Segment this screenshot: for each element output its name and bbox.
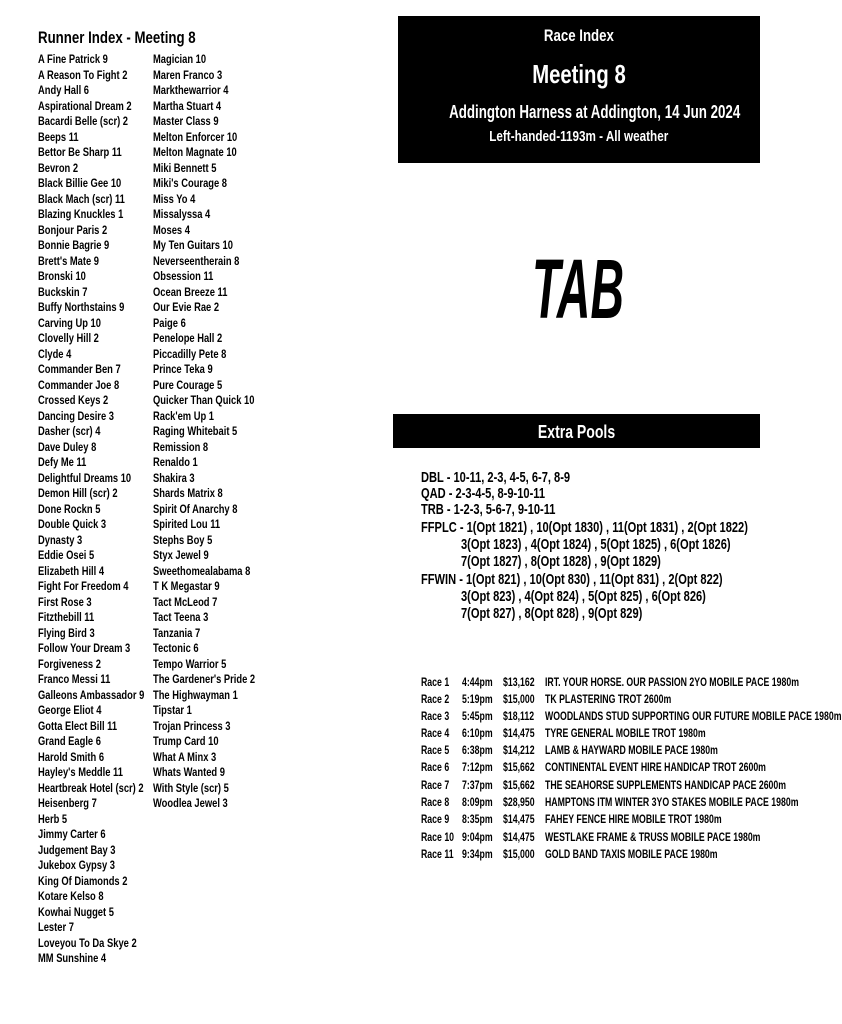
runner-entry: T K Megastar 9 [153, 579, 220, 593]
extra-pools-header [393, 414, 760, 448]
race-label: Race 4 [421, 728, 450, 740]
race-prize: $28,950 [503, 797, 535, 809]
race-index-header [398, 16, 760, 163]
race-name: THE SEAHORSE SUPPLEMENTS HANDICAP PACE 2600m [545, 780, 787, 792]
runner-entry: Renaldo 1 [153, 455, 198, 469]
runner-entry: Tectonic 6 [153, 641, 199, 655]
runner-entry: Crossed Keys 2 [38, 393, 109, 407]
race-label: Race 3 [421, 711, 450, 723]
runner-entry: A Reason To Fight 2 [38, 67, 128, 82]
runner-entry: Judgement Bay 3 [38, 842, 116, 857]
runner-entry: Tact Teena 3 [153, 610, 209, 624]
race-name: LAMB & HAYWARD MOBILE PACE 1980m [545, 745, 718, 757]
runner-entry: Flying Bird 3 [38, 625, 95, 640]
runner-entry: Heisenberg 7 [38, 796, 97, 810]
runner-entry: Bettor Be Sharp 11 [38, 145, 122, 159]
race-name: HAMPTONS ITM WINTER 3YO STAKES MOBILE PACE 1980m [545, 797, 799, 809]
runner-entry: Black Billie Gee 10 [38, 176, 122, 190]
runner-entry: Delightful Dreams 10 [38, 470, 132, 485]
runner-entry: Clyde 4 [38, 346, 72, 361]
race-label: Race 7 [421, 780, 450, 792]
runner-entry: Trojan Princess 3 [153, 718, 231, 733]
runner-entry: Dynasty 3 [38, 532, 83, 547]
runner-entry: Tempo Warrior 5 [153, 656, 227, 671]
runner-entry: Done Rockn 5 [38, 501, 101, 516]
meeting-title: Meeting 8 [532, 59, 626, 89]
race-prize: $13,162 [503, 677, 535, 689]
runner-entry: Kowhai Nugget 5 [38, 904, 114, 919]
race-time: 9:04pm [462, 832, 493, 844]
runner-entry: Gotta Elect Bill 11 [38, 718, 118, 733]
race-label: Race 1 [421, 677, 450, 689]
runner-entry: Miki Bennett 5 [153, 160, 217, 175]
race-time: 7:12pm [462, 762, 493, 774]
runner-entry: With Style (scr) 5 [153, 780, 229, 795]
race-label: Race 10 [421, 832, 455, 844]
runner-entry: Carving Up 10 [38, 315, 101, 330]
runner-entry: A Fine Patrick 9 [38, 52, 108, 66]
runner-entry: Andy Hall 6 [38, 83, 89, 97]
race-prize: $14,475 [503, 814, 535, 826]
runner-entry: Melton Magnate 10 [153, 145, 237, 159]
runner-entry: George Eliot 4 [38, 703, 102, 717]
runner-entry: Dave Duley 8 [38, 439, 97, 454]
runner-entry: Defy Me 11 [38, 455, 87, 469]
runner-entry: The Gardener's Pride 2 [153, 672, 256, 686]
runner-column-2 [153, 52, 284, 812]
runner-entry: Fight For Freedom 4 [38, 579, 129, 593]
runner-entry: Hayley's Meddle 11 [38, 765, 123, 779]
runner-entry: Galleons Ambassador 9 [38, 687, 145, 702]
runner-entry: Fitzthebill 11 [38, 610, 95, 624]
runner-entry: Whats Wanted 9 [153, 765, 225, 779]
runner-entry: Buffy Northstains 9 [38, 300, 125, 314]
runner-entry: Stephs Boy 5 [153, 532, 213, 547]
runner-entry: Martha Stuart 4 [153, 98, 222, 113]
runner-entry: Lester 7 [38, 920, 74, 934]
runner-entry: Elizabeth Hill 4 [38, 563, 105, 578]
runner-entry: Melton Enforcer 10 [153, 129, 238, 144]
runner-entry: Follow Your Dream 3 [38, 641, 131, 655]
runner-entry: Eddie Osei 5 [38, 548, 95, 562]
runner-entry: Double Quick 3 [38, 517, 107, 531]
runner-entry: Quicker Than Quick 10 [153, 393, 255, 407]
runner-entry: Bronski 10 [38, 269, 86, 283]
runner-entry: Moses 4 [153, 222, 190, 237]
race-time: 5:19pm [462, 694, 493, 706]
runner-entry: Missalyssa 4 [153, 207, 211, 221]
runner-entry: Raging Whitebait 5 [153, 424, 238, 438]
runner-entry: King Of Diamonds 2 [38, 873, 128, 888]
pool-line-ffplc-cont: 7(Opt 1827) , 8(Opt 1828) , 9(Opt 1829) [461, 553, 661, 570]
runner-entry: Demon Hill (scr) 2 [38, 486, 118, 500]
runner-entry: Miki's Courage 8 [153, 176, 228, 190]
runner-entry: Dasher (scr) 4 [38, 424, 101, 438]
runner-entry: First Rose 3 [38, 594, 92, 609]
runner-entry: Master Class 9 [153, 114, 219, 128]
runner-entry: Styx Jewel 9 [153, 548, 209, 562]
runner-entry: Paige 6 [153, 315, 186, 330]
runner-entry: Commander Ben 7 [38, 362, 121, 376]
pool-line-ffwin-cont: 7(Opt 827) , 8(Opt 828) , 9(Opt 829) [461, 605, 643, 622]
race-prize: $14,475 [503, 832, 535, 844]
race-prize: $15,662 [503, 762, 535, 774]
race-label: Race 2 [421, 694, 450, 706]
runner-entry: Sweethomealabama 8 [153, 563, 251, 578]
race-name: TK PLASTERING TROT 2600m [545, 694, 672, 706]
track-info: Left-handed-1193m - All weather [489, 128, 669, 145]
runner-entry: Blazing Knuckles 1 [38, 207, 124, 221]
runner-entry: Aspirational Dream 2 [38, 98, 132, 113]
runner-entry: My Ten Guitars 10 [153, 238, 233, 252]
race-index-heading: Race Index [543, 26, 615, 45]
runner-entry: Neverseentherain 8 [153, 253, 240, 268]
race-prize: $14,475 [503, 728, 535, 740]
race-prize: $15,000 [503, 694, 535, 706]
race-prize: $14,212 [503, 745, 535, 757]
runner-index-title: Runner Index - Meeting 8 [38, 28, 196, 47]
runner-entry: Bevron 2 [38, 160, 79, 175]
runner-entry: Pure Courage 5 [153, 377, 223, 392]
runner-entry: Grand Eagle 6 [38, 734, 101, 748]
race-name: FAHEY FENCE HIRE MOBILE TROT 1980m [545, 814, 722, 826]
race-name: TYRE GENERAL MOBILE TROT 1980m [545, 728, 706, 740]
runner-entry: Bonnie Bagrie 9 [38, 238, 110, 252]
race-name: IRT. YOUR HORSE. OUR PASSION 2YO MOBILE PACE 1980m [545, 677, 800, 689]
runner-entry: Tact McLeod 7 [153, 594, 218, 609]
pool-line-dbl: DBL - 10-11, 2-3, 4-5, 6-7, 8-9 [421, 469, 571, 486]
race-time: 9:34pm [462, 849, 493, 861]
runner-entry: Kotare Kelso 8 [38, 889, 104, 903]
runner-entry: Clovelly Hill 2 [38, 331, 99, 345]
race-label: Race 8 [421, 797, 450, 809]
race-time: 6:10pm [462, 728, 493, 740]
race-prize: $15,000 [503, 849, 535, 861]
race-label: Race 5 [421, 745, 450, 757]
runner-entry: Prince Teka 9 [153, 362, 213, 376]
race-time: 6:38pm [462, 745, 493, 757]
runner-entry: Herb 5 [38, 811, 68, 826]
runner-entry: Markthewarrior 4 [153, 83, 229, 97]
runner-entry: Loveyou To Da Skye 2 [38, 935, 137, 950]
runner-entry: Buckskin 7 [38, 284, 88, 299]
race-label: Race 6 [421, 762, 450, 774]
pool-line-ffplc: FFPLC - 1(Opt 1821) , 10(Opt 1830) , 11(Opt 1831) , 2(Opt 1822) [421, 519, 748, 536]
runner-entry: Shards Matrix 8 [153, 486, 223, 500]
runner-entry: Remission 8 [153, 439, 209, 454]
runner-entry: Maren Franco 3 [153, 67, 223, 82]
race-prize: $18,112 [503, 711, 535, 723]
runner-entry: Shakira 3 [153, 470, 195, 485]
runner-entry: Harold Smith 6 [38, 749, 105, 764]
runner-entry: Franco Messi 11 [38, 672, 111, 686]
runner-entry: Forgiveness 2 [38, 656, 101, 671]
runner-entry: Woodlea Jewel 3 [153, 796, 228, 810]
race-name: GOLD BAND TAXIS MOBILE PACE 1980m [545, 849, 718, 861]
runner-entry: Commander Joe 8 [38, 377, 120, 392]
race-name: WESTLAKE FRAME & TRUSS MOBILE PACE 1980m [545, 832, 761, 844]
race-time: 7:37pm [462, 780, 493, 792]
runner-entry: MM Sunshine 4 [38, 951, 107, 965]
extra-pools-heading: Extra Pools [537, 422, 616, 442]
runner-entry: Obsession 11 [153, 269, 214, 283]
runner-entry: Spirited Lou 11 [153, 517, 221, 531]
race-prize: $15,662 [503, 780, 535, 792]
race-time: 8:09pm [462, 797, 493, 809]
runner-entry: Black Mach (scr) 11 [38, 191, 125, 206]
runner-entry: Ocean Breeze 11 [153, 284, 228, 299]
runner-entry: Beeps 11 [38, 129, 79, 144]
race-time: 4:44pm [462, 677, 493, 689]
pool-line-qad: QAD - 2-3-4-5, 8-9-10-11 [421, 485, 546, 502]
race-label: Race 11 [421, 849, 454, 861]
pool-line-ffwin: FFWIN - 1(Opt 821) , 10(Opt 830) , 11(Opt 831) , 2(Opt 822) [421, 571, 723, 588]
runner-entry: Tipstar 1 [153, 703, 192, 717]
runner-entry: Heartbreak Hotel (scr) 2 [38, 780, 144, 795]
runner-entry: What A Minx 3 [153, 749, 217, 764]
runner-entry: Tanzania 7 [153, 625, 201, 640]
race-name: WOODLANDS STUD SUPPORTING OUR FUTURE MOBILE PACE 1980m [545, 711, 842, 723]
race-label: Race 9 [421, 814, 450, 826]
runner-entry: Trump Card 10 [153, 734, 219, 748]
runner-entry: Spirit Of Anarchy 8 [153, 501, 238, 516]
tab-logo-text: TAB [532, 242, 624, 336]
runner-entry: Piccadilly Pete 8 [153, 346, 227, 361]
pool-line-ffplc-cont: 3(Opt 1823) , 4(Opt 1824) , 5(Opt 1825) , 6(Opt 1826) [461, 536, 731, 553]
venue-date: Addington Harness at Addington, 14 Jun 2024 [449, 102, 741, 122]
runner-entry: The Highwayman 1 [153, 687, 238, 702]
runner-entry: Magician 10 [153, 52, 207, 66]
race-name: CONTINENTAL EVENT HIRE HANDICAP TROT 2600m [545, 762, 766, 774]
tab-logo [528, 242, 628, 336]
runner-entry: Jimmy Carter 6 [38, 827, 106, 841]
runner-entry: Miss Yo 4 [153, 191, 196, 206]
runner-entry: Rack'em Up 1 [153, 408, 215, 423]
runner-entry: Our Evie Rae 2 [153, 300, 220, 314]
runner-entry: Jukebox Gypsy 3 [38, 858, 116, 872]
runner-entry: Brett's Mate 9 [38, 253, 100, 268]
runner-entry: Bonjour Paris 2 [38, 222, 108, 237]
runner-entry: Penelope Hall 2 [153, 331, 223, 345]
race-time: 5:45pm [462, 711, 493, 723]
runner-entry: Dancing Desire 3 [38, 408, 114, 423]
runner-entry: Bacardi Belle (scr) 2 [38, 114, 129, 128]
race-time: 8:35pm [462, 814, 493, 826]
pool-line-trb: TRB - 1-2-3, 5-6-7, 9-10-11 [421, 501, 556, 518]
pool-line-ffwin-cont: 3(Opt 823) , 4(Opt 824) , 5(Opt 825) , 6(Opt 826) [461, 588, 706, 605]
